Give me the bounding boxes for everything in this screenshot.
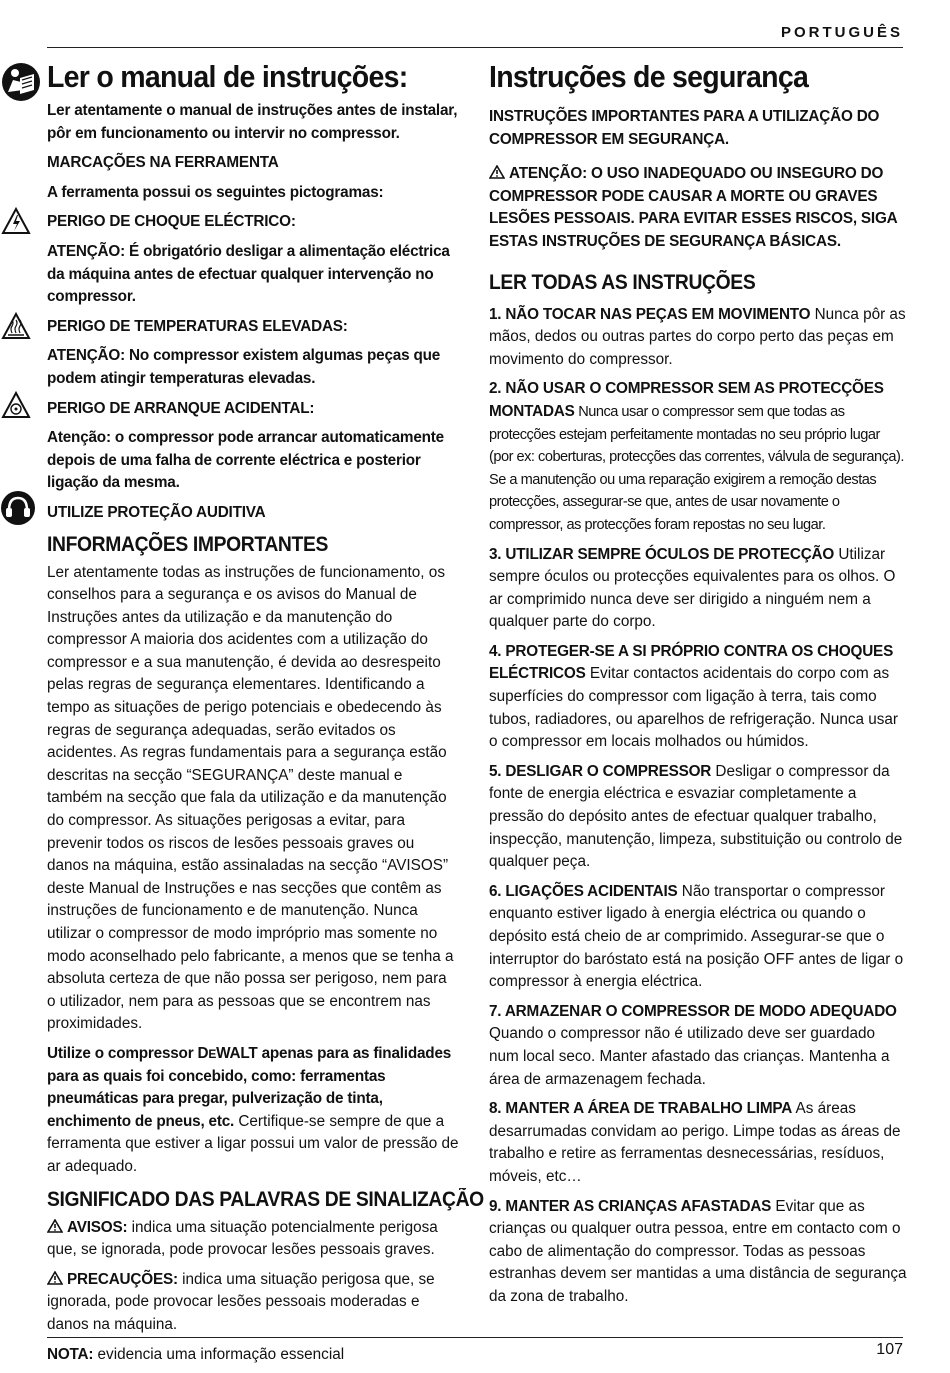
language-header: PORTUGUÊS	[780, 24, 903, 41]
dewalt-bold-1: Utilize o compressor D	[47, 1044, 209, 1062]
atencao-paragraph	[489, 163, 907, 253]
precaucoes-label: PRECAUÇÕES:	[67, 1270, 178, 1288]
signal-heading: SIGNIFICADO DAS PALAVRAS DE SINALIZAÇÃO	[47, 1187, 484, 1211]
hearing-protection-icon	[0, 490, 36, 526]
arranque-text: Atenção: o compressor pode arrancar automaticamente depois de uma falha de corrente eléctrica e posterior ligação da mesma.	[47, 429, 444, 492]
marcacoes-heading: MARCAÇÕES NA FERRAMENTA	[47, 154, 279, 172]
safety-item-label: 8. MANTER A ÁREA DE TRABALHO LIMPA	[489, 1100, 793, 1118]
manual-intro: Ler atentamente o manual de instruções antes de instalar, pôr em funcionamento ou intervir no compressor.	[47, 102, 458, 142]
top-rule	[47, 47, 903, 48]
warning-triangle-icon	[489, 165, 505, 179]
safety-item	[489, 1098, 907, 1188]
safety-item-text: Evitar contactos acidentais do corpo com as superfícies do compressor com ligação à terra, tais como tubos, radiadores, ou aparelhos de refrigeração. Nunca usar o compressor em locais molhados ou húmidos.	[489, 665, 899, 751]
temp-text: ATENÇÃO: No compressor existem algumas peças que podem atingir temperaturas elevadas.	[47, 347, 441, 387]
nota-paragraph	[47, 1344, 459, 1367]
choque-heading: PERIGO DE CHOQUE ELÉCTRICO:	[47, 213, 296, 231]
safety-item-text: Desligar o compressor da fonte de energia eléctrica e esvaziar completamente a pressão do depósito antes de efectuar qualquer trabalho, inspecção, manutenção, limpeza, substituição ou controlo de qualquer peça.	[489, 762, 903, 871]
safety-title: Instruções de segurança	[489, 59, 809, 94]
arranque-row	[47, 398, 459, 421]
precaucoes-paragraph	[47, 1269, 459, 1337]
avisos-paragraph	[47, 1217, 459, 1262]
info-heading: INFORMAÇÕES IMPORTANTES	[47, 532, 328, 556]
safety-item-label: 5. DESLIGAR O COMPRESSOR	[489, 762, 712, 780]
ler-heading: LER TODAS AS INSTRUÇÕES	[489, 270, 756, 294]
safety-item-label: 2. NÃO USAR O COMPRESSOR SEM AS PROTECÇÕES MONTADAS	[489, 380, 884, 420]
nota-text: evidencia uma informação essencial	[93, 1345, 345, 1363]
arranque-heading: PERIGO DE ARRANQUE ACIDENTAL:	[47, 399, 315, 417]
safety-item-text: Quando o compressor não é utilizado deve ser guardado num local seco. Manter afastado das crianças. Mantenha a área de armazenagem fechada.	[489, 1025, 890, 1088]
electric-shock-icon	[1, 206, 31, 236]
temp-row	[47, 316, 459, 339]
safety-item-label: 3. UTILIZAR SEMPRE ÓCULOS DE PROTECÇÃO	[489, 545, 835, 563]
safety-item	[489, 881, 907, 994]
safety-item	[489, 544, 907, 634]
manual-title: Ler o manual de instruções:	[47, 59, 408, 94]
safety-item-label: 6. LIGAÇÕES ACIDENTAIS	[489, 882, 678, 900]
choque-text: ATENÇÃO: É obrigatório desligar a alimentação eléctrica da máquina antes de efectuar qualquer intervenção no compressor.	[47, 242, 450, 306]
safety-item-label: 7. ARMAZENAR O COMPRESSOR DE MODO ADEQUADO	[489, 1002, 897, 1020]
choque-row	[47, 211, 459, 234]
safety-item	[489, 1001, 907, 1091]
right-column	[489, 54, 907, 1316]
avisos-label: AVISOS:	[67, 1218, 128, 1236]
dewalt-text: Certifique-se sempre de que a ferramenta que estiver a ligar possui um valor de pressão de ar adequado.	[47, 1112, 459, 1175]
safety-intro: INSTRUÇÕES IMPORTANTES PARA A UTILIZAÇÃO DO COMPRESSOR EM SEGURANÇA.	[489, 108, 880, 148]
left-column	[47, 54, 484, 1373]
page-number: 107	[876, 1341, 903, 1358]
manual-title-row	[47, 58, 459, 96]
nota-label: NOTA:	[47, 1345, 94, 1363]
auditiva-row	[47, 502, 459, 525]
dewalt-bold-2: WALT apenas para as finalidades para as quais foi concebido, como: ferramentas pneumáticas para pregar, pulverização de tinta, enchimento de pneus, etc.	[47, 1044, 452, 1130]
safety-item-text: Nunca pôr as mãos, dedos ou outras partes do corpo perto das peças em movimento do compressor.	[489, 305, 906, 368]
avisos-text: indica uma situação potencialmente perigosa que, se ignorada, pode provocar lesões pessoais graves.	[47, 1218, 438, 1259]
atencao-text: ATENÇÃO: O USO INADEQUADO OU INSEGURO DO COMPRESSOR PODE CAUSAR A MORTE OU GRAVES LESÕES PESSOAIS. PARA EVITAR ESSES RISCOS, SIGA ESTAS INSTRUÇÕES DE SEGURANÇA BÁSICAS.	[489, 165, 897, 250]
precaucoes-text: indica uma situação perigosa que, se ignorada, pode provocar lesões pessoais moderadas e danos na máquina.	[47, 1270, 435, 1333]
pictogramas-intro: A ferramenta possui os seguintes pictogramas:	[47, 183, 384, 201]
hot-surface-icon	[1, 311, 31, 341]
dewalt-paragraph	[47, 1043, 459, 1179]
safety-item-text: As áreas desarrumadas convidam ao perigo. Limpe todas as áreas de trabalho e retire as ferramentas desnecessárias, resíduos, móveis, etc…	[489, 1100, 901, 1185]
temp-heading: PERIGO DE TEMPERATURAS ELEVADAS:	[47, 317, 348, 335]
accidental-start-icon	[1, 390, 31, 420]
dewalt-bold-sc: E	[208, 1046, 217, 1061]
safety-item	[489, 378, 907, 536]
safety-item-text: Evitar que as crianças ou qualquer outra pessoa, entre em contacto com o cabo de alimentação do compressor. Todas as pessoas estranhas devem ser mantidas a uma distância de segurança da zona de trabalho.	[489, 1197, 907, 1305]
bottom-rule	[47, 1337, 903, 1338]
safety-item-label: 1. NÃO TOCAR NAS PEÇAS EM MOVIMENTO	[489, 305, 811, 323]
safety-item-text: Nunca usar o compressor sem que todas as protecções estejam perfeitamente montadas no seu próprio lugar (por ex: coberturas, protecções das correntes, válvula de segurança). Se a manutenção ou uma reparação exigirem a remoção destas protecções, assegurar-se que, antes de usar novamente o compressor, as protecções foram repostas no seu lugar.	[489, 403, 904, 533]
warning-triangle-icon	[47, 1219, 63, 1233]
caution-triangle-icon	[47, 1271, 63, 1285]
read-manual-icon	[1, 62, 41, 102]
auditiva-heading: UTILIZE PROTEÇÃO AUDITIVA	[47, 503, 266, 521]
safety-item	[489, 761, 907, 874]
safety-item-text: Utilizar sempre óculos ou protecções equivalentes para os olhos. O ar comprimido nunca deve ser dirigido a ninguém nem a qualquer parte do corpo.	[489, 545, 896, 631]
safety-item	[489, 1196, 907, 1309]
safety-item	[489, 641, 907, 754]
safety-item-label: 9. MANTER AS CRIANÇAS AFASTADAS	[489, 1197, 772, 1215]
safety-item-label: 4. PROTEGER-SE A SI PRÓPRIO CONTRA OS CHOQUES ELÉCTRICOS	[489, 642, 894, 683]
safety-item	[489, 304, 907, 372]
safety-item-text: Não transportar o compressor enquanto estiver ligado à energia eléctrica ou quando o depósito está cheio de ar comprimido. Assegurar-se que o interruptor do baróstato está na posição OFF antes de ligar o compressor à energia eléctrica.	[489, 882, 904, 991]
info-text: Ler atentamente todas as instruções de funcionamento, os conselhos para a segurança e os avisos do Manual de Instruções antes da utilização e da manutenção do compressor A maioria dos acidentes com a utilização do compressor e a sua manutenção, é devida ao desrespeito pelas regras de segurança elementares. Identificando a tempo as situações de perigo potenciais e obedecendo às regras de segurança adequadas, serão evitados os acidentes. As regras fundamentais para a segurança estão descritas na secção “SEGURANÇA” deste manual e também na secção que fala da utilização e da manutenção do compressor. As situações perigosas a evitar, para prevenir todos os riscos de lesões pessoais graves ou danos na máquina, estão assinaladas na secção “AVISOS” deste Manual de Instruções e nas secções que contêm as instruções de funcionamento e de manutenção. Nunca utilizar o compressor de modo impróprio mas somente no modo aconselhado pelo fabricante, a menos que se tenha a absoluta certeza de que não possa ser perigoso, nem para o utilizador, nem para as pessoas que se encontrem nas proximidades.	[47, 563, 454, 1033]
